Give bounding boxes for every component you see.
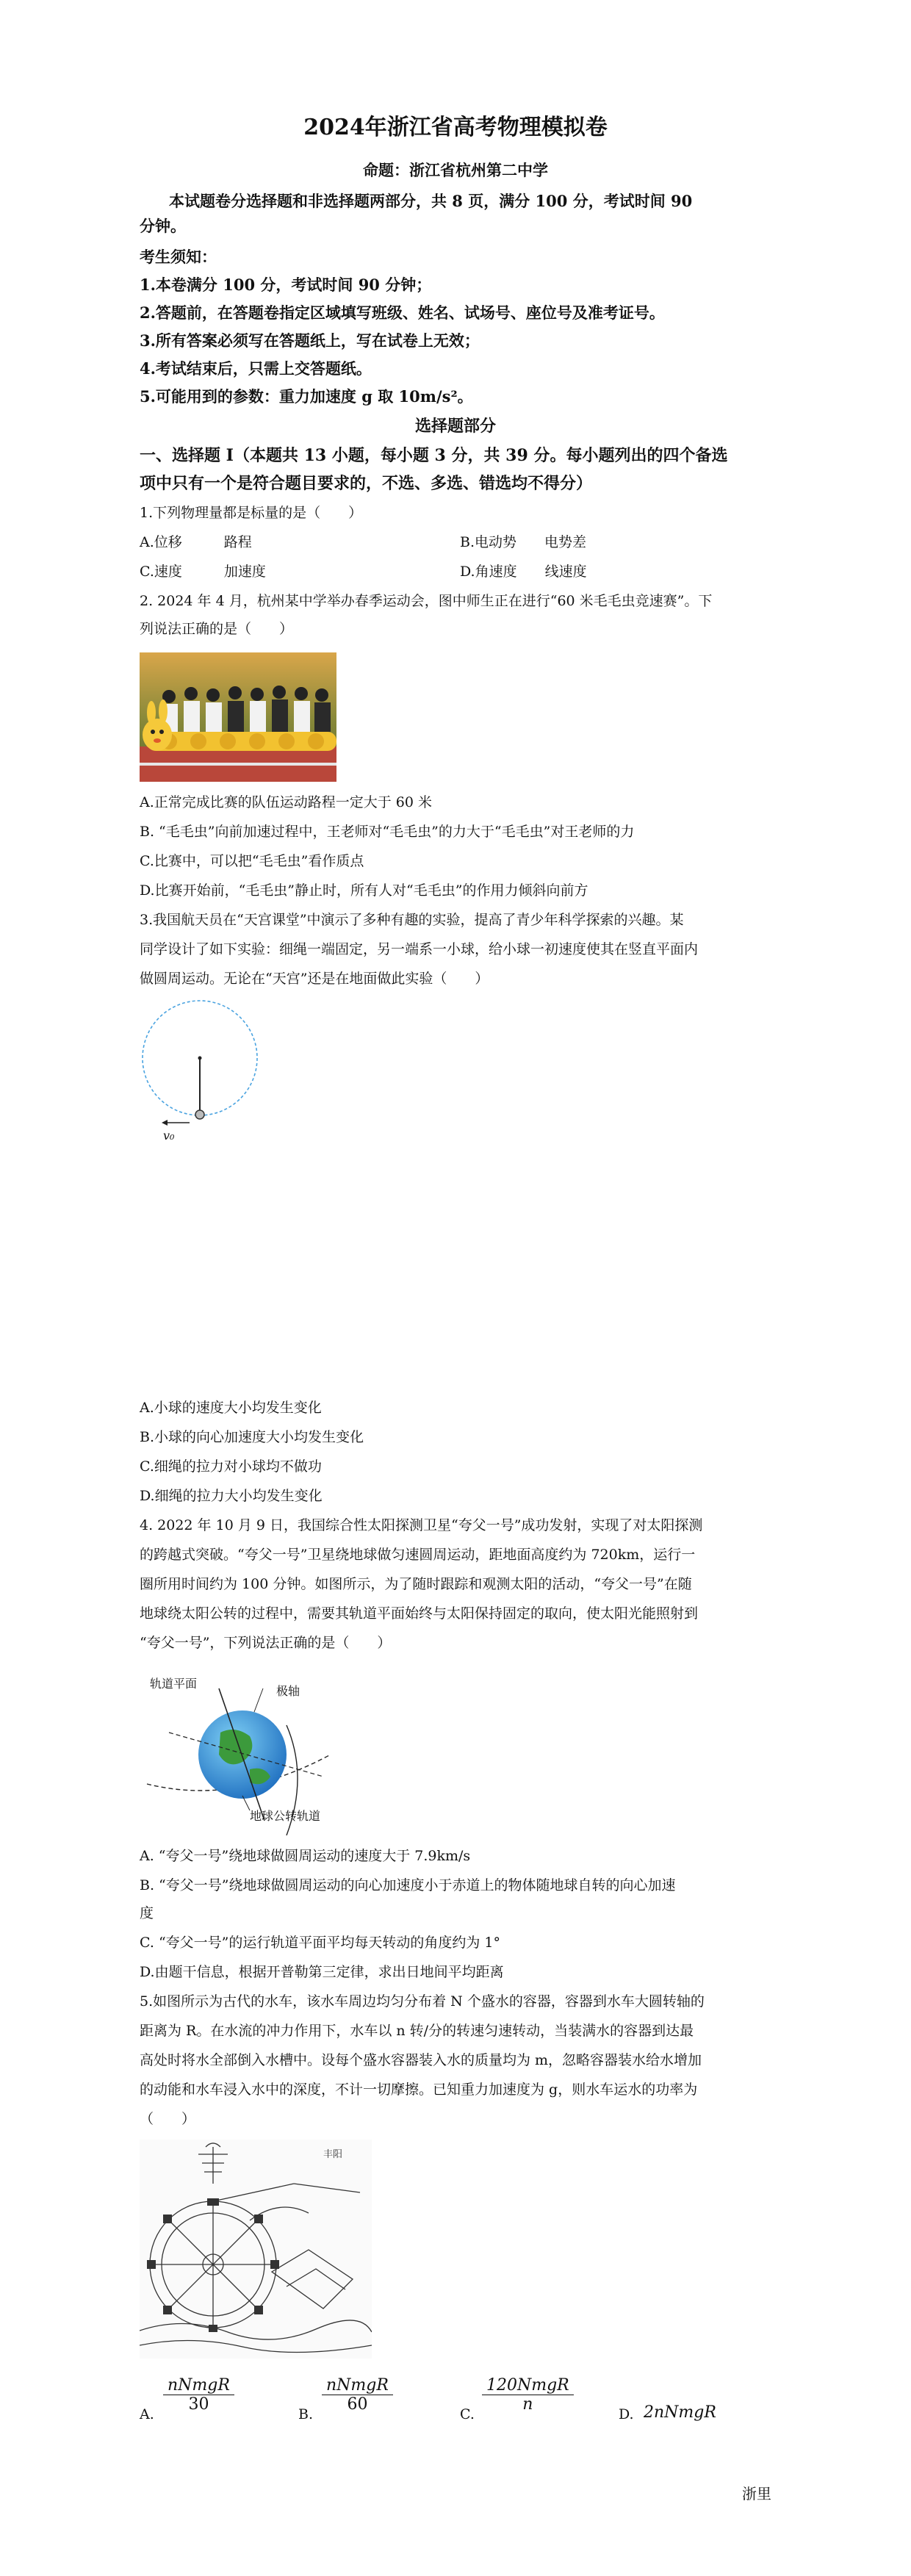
q4-stem-4: 地球绕太阳公转的过程中，需要其轨道平面始终与太阳保持固定的取向，使太阳光能照射到: [140, 1605, 699, 1622]
notice-item: 3.所有答案必须写在答题纸上，写在试卷上无效；: [140, 331, 480, 350]
q3-option-c: C.细绳的拉力对小球均不做功: [140, 1458, 322, 1475]
svg-text:丰阳: 丰阳: [323, 2149, 343, 2160]
notice-item: 2.答题前，在答题卷指定区域填写班级、姓名、试场号、座位号及准考证号。: [140, 303, 665, 322]
notice-item: 4.考试结束后，只需上交答题纸。: [140, 359, 372, 378]
q5-option-c-label: C.: [460, 2406, 475, 2422]
q5-a-denominator: 30: [188, 2395, 209, 2414]
q1-stem: 1.下列物理量都是标量的是（ ）: [140, 505, 363, 521]
q5-option-d-label: D.: [619, 2406, 634, 2422]
q1-option-b: B.电动势 电势差: [460, 534, 587, 550]
q2-option-c: C.比赛中，可以把“毛毛虫”看作质点: [140, 853, 364, 869]
footer-mark: 浙里: [742, 2485, 771, 2503]
q4-option-d: D.由题干信息，根据开普勒第三定律，求出日地间平均距离: [140, 1964, 504, 1980]
q1-option-d: D.角速度 线速度: [460, 564, 587, 580]
q5-option-c-fraction: [482, 2376, 574, 2414]
q3-option-d: D.细绳的拉力大小均发生变化: [140, 1488, 323, 1504]
q4-stem-1: 4. 2022 年 10 月 9 日，我国综合性太阳探测卫星“夸父一号”成功发射，实现了对太阳探测: [140, 1517, 703, 1533]
author-line: 命题：浙江省杭州第二中学: [363, 161, 548, 179]
v0-label: v₀: [163, 1129, 175, 1143]
intro-line-1: 本试题卷分选择题和非选择题两部分，共 8 页，满分 100 分，考试时间 90: [169, 192, 693, 210]
q3-stem-3: 做圆周运动。无论在“天宫”还是在地面做此实验（ ）: [140, 971, 489, 987]
q4-option-c: C. “夸父一号”的运行轨道平面平均每天转动的角度约为 1°: [140, 1935, 500, 1951]
waterwheel-illustration: [140, 2140, 372, 2359]
q5-c-denominator: n: [522, 2395, 533, 2414]
q3-option-b: B.小球的向心加速度大小均发生变化: [140, 1429, 364, 1445]
q3-stem-2: 同学设计了如下实验：细绳一端固定，另一端系一小球，给小球一初速度使其在竖直平面内: [140, 941, 699, 957]
q2-option-d: D.比赛开始前，“毛毛虫”静止时，所有人对“毛毛虫”的作用力倾斜向前方: [140, 882, 588, 899]
q5-c-numerator: 120NmgR: [482, 2376, 574, 2395]
q5-b-denominator: 60: [347, 2395, 368, 2414]
q2-option-b: B. “毛毛虫”向前加速过程中，王老师对“毛毛虫”的力大于“毛毛虫”对王老师的力: [140, 824, 635, 840]
q5-stem-4: 的动能和水车浸入水中的深度，不计一切摩擦。已知重力加速度为 g，则水车运水的功率为: [140, 2082, 698, 2098]
q4-stem-3: 圈所用时间约为 100 分钟。如图所示，为了随时跟踪和观测太阳的活动，“夸父一号”在随: [140, 1576, 692, 1592]
q1-option-c: C.速度 加速度: [140, 564, 266, 580]
q3-option-a: A.小球的速度大小均发生变化: [140, 1400, 322, 1416]
q1-option-a: A.位移 路程: [140, 534, 252, 550]
q5-stem-3: 高处时将水全部倒入水槽中。设每个盛水容器装入水的质量均为 m，忽略容器装水给水增加: [140, 2052, 702, 2068]
q2-stem-1: 2. 2024 年 4 月，杭州某中学举办春季运动会，图中师生正在进行“60 米毛毛虫竞速赛”。下: [140, 593, 713, 609]
caterpillar-race-photo: [140, 652, 336, 782]
q5-b-numerator: nNmgR: [322, 2376, 393, 2395]
q5-option-a-fraction: [163, 2376, 234, 2414]
q5-option-d-expr: 2nNmgR: [644, 2403, 716, 2422]
q2-option-a: A.正常完成比赛的队伍运动路程一定大于 60 米: [140, 794, 433, 810]
circular-motion-diagram: [138, 999, 263, 1146]
polar-axis-label: 极轴: [276, 1684, 300, 1698]
q5-stem-5: （ ）: [140, 2111, 196, 2127]
q5-option-a-label: A.: [140, 2406, 154, 2422]
q4-stem-2: 的跨越式突破。“夸父一号”卫星绕地球做匀速圆周运动，距地面高度约为 720km，运行一: [140, 1547, 696, 1563]
notice-item: 5.可能用到的参数：重力加速度 g 取 10m/s²。: [140, 387, 473, 406]
q5-stem-1: 5.如图所示为古代的水车，该水车周边均匀分布着 N 个盛水的容器，容器到水车大圆转轴的: [140, 1993, 705, 2010]
notice-heading: 考生须知：: [140, 248, 217, 266]
q3-stem-1: 3.我国航天员在“天宫课堂”中演示了多种有趣的实验，提高了青少年科学探索的兴趣。某: [140, 912, 684, 928]
q4-option-a: A. “夸父一号”绕地球做圆周运动的速度大于 7.9km/s: [140, 1848, 471, 1864]
q5-a-numerator: nNmgR: [163, 2376, 234, 2395]
q5-option-b-label: B.: [298, 2406, 314, 2422]
notice-item: 1.本卷满分 100 分，考试时间 90 分钟；: [140, 276, 432, 294]
orbit-plane-label: 轨道平面: [150, 1677, 198, 1691]
page-title: 2024年浙江省高考物理模拟卷: [303, 115, 608, 140]
part1-heading-2: 项中只有一个是符合题目要求的，不选、多选、错选均不得分）: [140, 474, 593, 493]
q5-option-b-fraction: [322, 2376, 393, 2414]
q2-stem-2: 列说法正确的是（ ）: [140, 621, 294, 637]
intro-line-2: 分钟。: [140, 217, 186, 235]
earth-orbit-label: 地球公转轨道: [250, 1809, 321, 1823]
q4-option-b-1: B. “夸父一号”绕地球做圆周运动的向心加速度小于赤道上的物体随地球自转的向心加速: [140, 1877, 676, 1893]
q5-stem-2: 距离为 R。在水流的冲力作用下，水车以 n 转/分的转速匀速转动，当装满水的容器到达最: [140, 2023, 694, 2039]
q4-stem-5: “夸父一号”，下列说法正确的是（ ）: [140, 1635, 392, 1651]
part1-heading-1: 一、选择题 I（本题共 13 小题，每小题 3 分，共 39 分。每小题列出的四个备选: [140, 446, 728, 465]
section-label: 选择题部分: [414, 417, 496, 436]
q4-option-b-2: 度: [140, 1905, 154, 1921]
earth-orbit-diagram: [140, 1666, 338, 1835]
